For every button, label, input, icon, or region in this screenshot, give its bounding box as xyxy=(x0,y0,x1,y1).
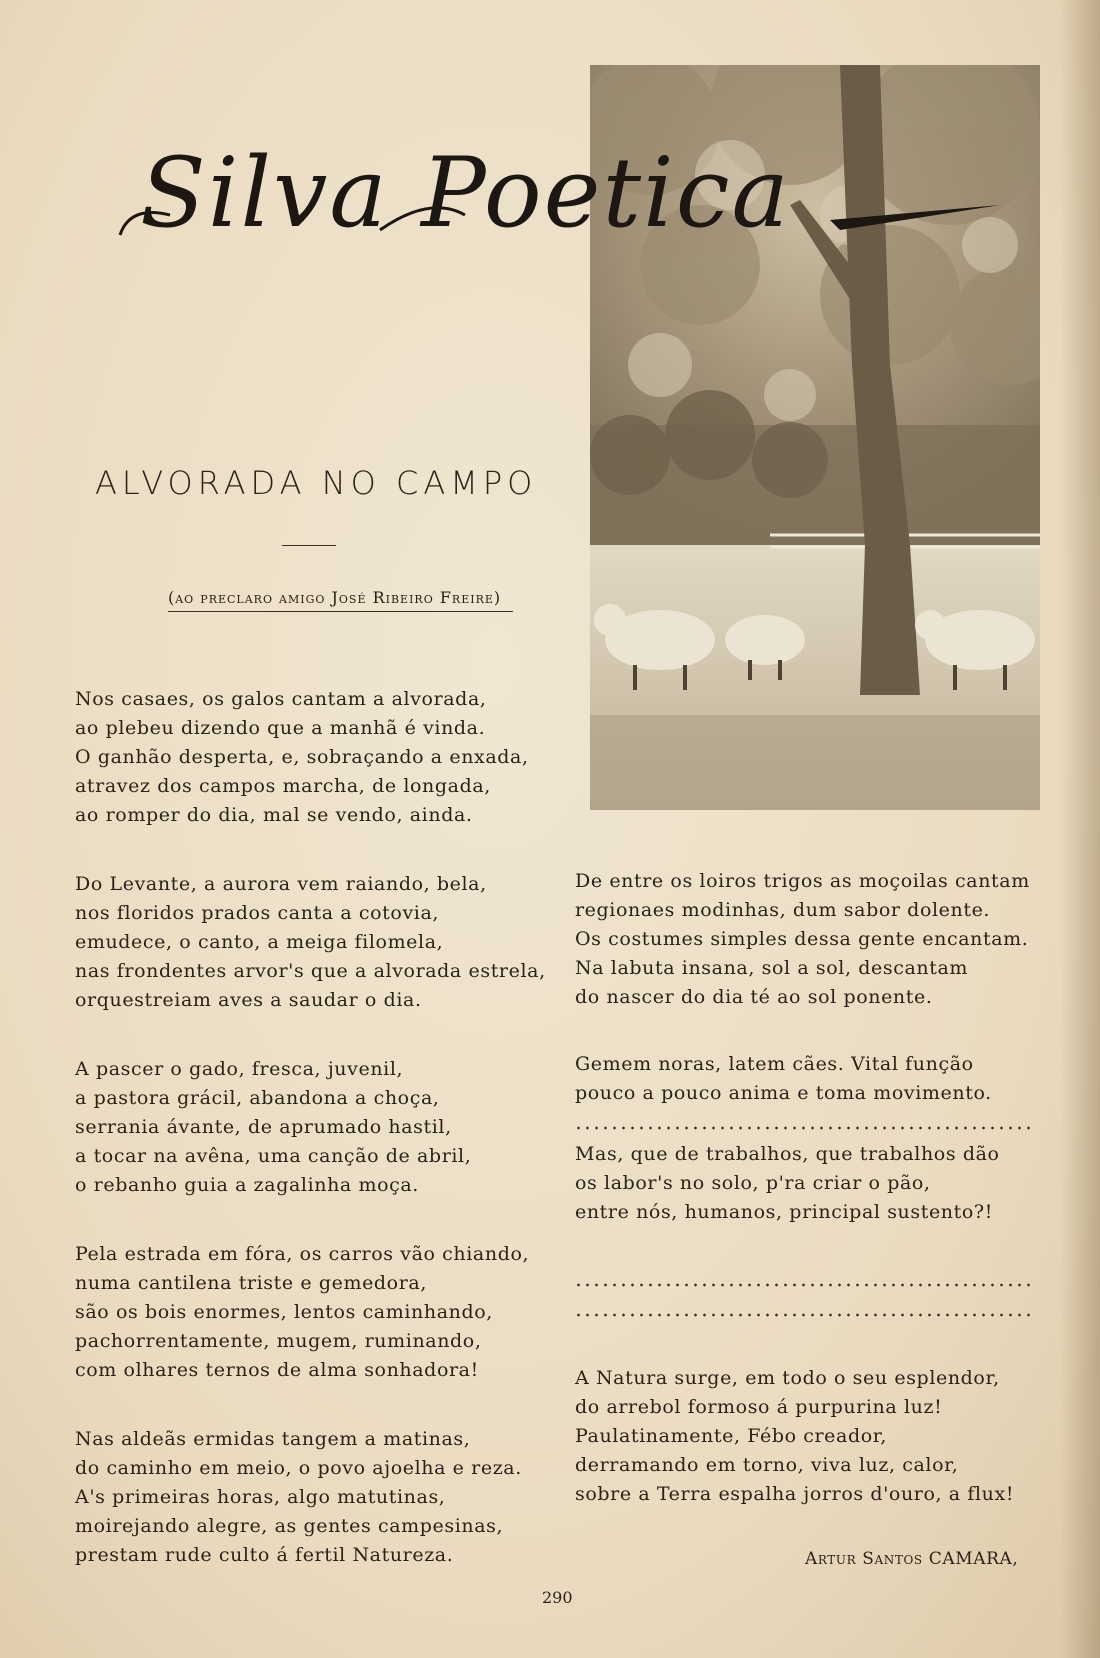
verse-line: do caminho em meio, o povo ajoelha e reza. xyxy=(75,1457,522,1479)
verse-line: Paulatinamente, Fébo creador, xyxy=(575,1425,887,1447)
verse-line: moirejando alegre, as gentes campesinas, xyxy=(75,1515,504,1537)
verse-line: Nas aldeãs ermidas tangem a matinas, xyxy=(75,1428,471,1450)
verse-line: regionaes modinhas, dum sabor dolente. xyxy=(575,899,991,921)
left-stanza-5 xyxy=(75,1425,522,1570)
page-edge-shadow xyxy=(1060,0,1100,1658)
verse-line: sobre a Terra espalha jorros d'ouro, a flux! xyxy=(575,1483,1015,1505)
verse-line: o rebanho guia a zagalinha moça. xyxy=(75,1174,419,1196)
verse-line: Do Levante, a aurora vem raiando, bela, xyxy=(75,873,487,895)
verse-line: Mas, que de trabalhos, que trabalhos dão xyxy=(575,1143,1000,1165)
verse-line: pouco a pouco anima e toma movimento. xyxy=(575,1082,992,1104)
verse-line: nos floridos prados canta a cotovia, xyxy=(75,902,440,924)
right-stanza-2 xyxy=(575,1050,992,1108)
verse-line: pachorrentamente, mugem, ruminando, xyxy=(75,1330,482,1352)
verse-line: os labor's no solo, p'ra criar o pão, xyxy=(575,1172,931,1194)
right-stanza-4 xyxy=(575,1364,1014,1509)
left-stanza-2 xyxy=(75,870,546,1015)
verse-line: nas frondentes arvor's que a alvorada estrela, xyxy=(75,960,546,982)
dedication-underline xyxy=(168,611,513,612)
ellipsis-dots xyxy=(574,1282,1034,1288)
poem-title: ALVORADA NO CAMPO xyxy=(95,464,538,502)
verse-line: são os bois enormes, lentos caminhando, xyxy=(75,1301,493,1323)
verse-line: Gemem noras, latem cães. Vital função xyxy=(575,1053,974,1075)
ellipsis-dots xyxy=(574,1125,1034,1131)
author-signature: Artur Santos CAMARA, xyxy=(805,1549,1019,1569)
verse-line: serrania ávante, de aprumado hastil, xyxy=(75,1116,452,1138)
verse-line: a tocar na avêna, uma canção de abril, xyxy=(75,1145,472,1167)
verse-line: prestam rude culto á fertil Natureza. xyxy=(75,1544,454,1566)
verse-line: do nascer do dia té ao sol ponente. xyxy=(575,986,933,1008)
banner-title: Silva Poetica xyxy=(140,137,791,249)
verse-line: A pascer o gado, fresca, juvenil, xyxy=(75,1058,404,1080)
verse-line: Nos casaes, os galos cantam a alvorada, xyxy=(75,688,487,710)
verse-line: emudece, o canto, a meiga filomela, xyxy=(75,931,444,953)
verse-line: atravez dos campos marcha, de longada, xyxy=(75,775,491,797)
verse-line: Na labuta insana, sol a sol, descantam xyxy=(575,957,968,979)
verse-line: orquestreiam aves a saudar o dia. xyxy=(75,989,422,1011)
title-divider xyxy=(282,545,336,546)
section-banner xyxy=(110,135,1010,275)
verse-line: ao romper do dia, mal se vendo, ainda. xyxy=(75,804,473,826)
verse-line: a pastora grácil, abandona a choça, xyxy=(75,1087,440,1109)
left-stanza-3 xyxy=(75,1055,471,1200)
verse-line: Pela estrada em fóra, os carros vão chiando, xyxy=(75,1243,530,1265)
verse-line: A Natura surge, em todo o seu esplendor, xyxy=(575,1367,1000,1389)
verse-line: O ganhão desperta, e, sobraçando a enxada, xyxy=(75,746,529,768)
verse-line: com olhares ternos de alma sonhadora! xyxy=(75,1359,479,1381)
verse-line: derramando em torno, viva luz, calor, xyxy=(575,1454,959,1476)
verse-line: A's primeiras horas, algo matutinas, xyxy=(75,1486,446,1508)
verse-line: Os costumes simples dessa gente encantam. xyxy=(575,928,1029,950)
ellipsis-dots xyxy=(574,1312,1034,1318)
verse-line: numa cantilena triste e gemedora, xyxy=(75,1272,427,1294)
verse-line: do arrebol formoso á purpurina luz! xyxy=(575,1396,943,1418)
page-number: 290 xyxy=(542,1588,573,1607)
verse-line: entre nós, humanos, principal sustento?! xyxy=(575,1201,993,1223)
left-stanza-4 xyxy=(75,1240,529,1385)
right-stanza-1 xyxy=(575,867,1030,1012)
left-stanza-1 xyxy=(75,685,529,830)
verse-line: De entre os loiros trigos as moçoilas cantam xyxy=(575,870,1030,892)
right-stanza-3 xyxy=(575,1140,1000,1227)
verse-line: ao plebeu dizendo que a manhã é vinda. xyxy=(75,717,486,739)
dedication: (ao preclaro amigo José Ribeiro Freire) xyxy=(168,588,502,607)
